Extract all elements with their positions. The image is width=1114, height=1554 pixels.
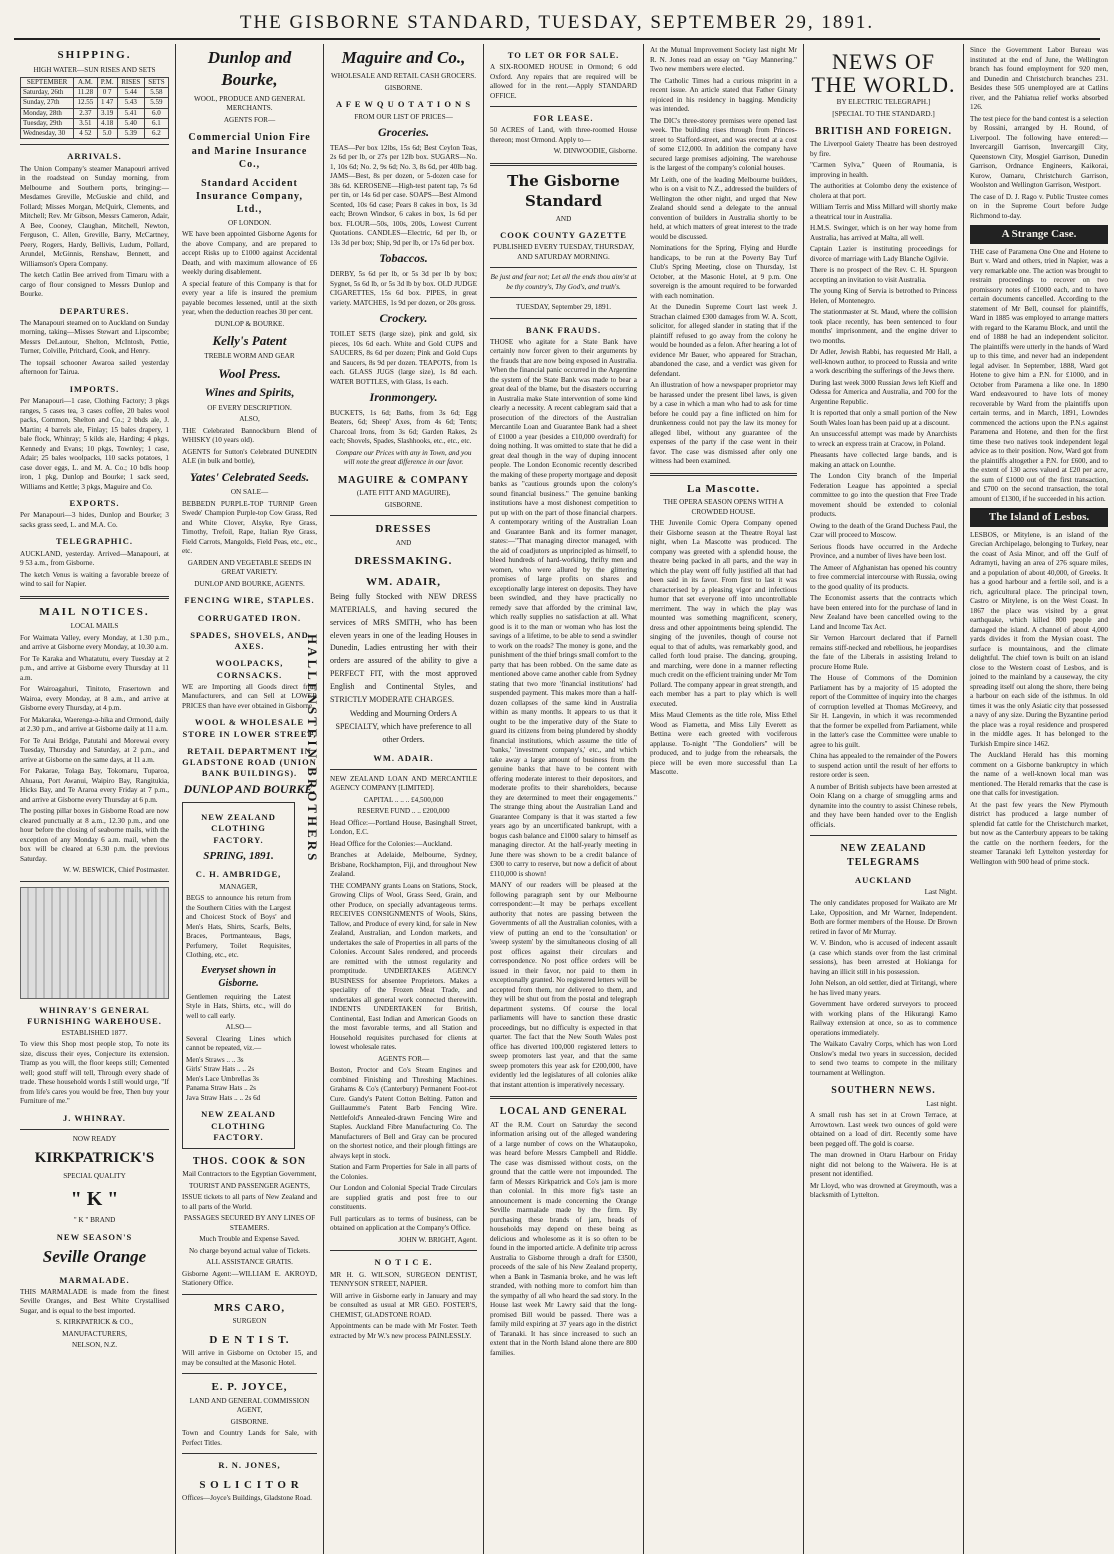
mail-item: For Waimata Valley, every Monday, at 1.30 p.m., and arrive at Gisborne every Monday, at 10.30 a.m. — [20, 633, 169, 652]
strange-case-heading: A Strange Case. — [970, 225, 1108, 244]
news-item: The Ameer of Afghanistan has opened his country to free commercial intercourse with Russia, owing to the good quality of its products. — [810, 563, 957, 591]
news-item: Serious floods have occurred in the Ardeche Province, and a number of lives have been lost. — [810, 542, 957, 561]
news-item: A number of British subjects have been arrested at Ooin Klang on a charge of smuggling arms and dynamite into the country to assist Chinese rebels, and they have been handed over to the English officials. — [810, 782, 957, 829]
imports-text: Per Manapouri—1 case, Clothing Factory; 3 pkgs ranges, 5 cases tea, 3 cases coffee, 20 bales wool packs, Common, Shelton and Co.; 2 bhds ale, J. Martin; 4 barrels ale, Finlay; 15 bales drapery, 1 bale flock, Whinray; 5 kilds ale, Harding; 4 pkgs, Kennedy and Evans; 10 pkgs, Townley; 1 case, Adair; 25 bales woolpacks, 110 sacks potatoes, 1 case dover eggs, L. and M. A. Co.; 10 bdls hoop iron, 1 pkg, Dunlop and Bourke; 1 sack seed, Williams and Kettle; 3 pkgs, Maguire and Co. — [20, 397, 169, 491]
tide-cell: 12.55 — [74, 98, 97, 108]
tide-cell: 5.59 — [144, 98, 168, 108]
cook-charge: No charge beyond actual value of Tickets. — [188, 1246, 311, 1255]
news-item: An unsuccessful attempt was made by Anarchists to wreck an express train at Cracow, in Poland. — [810, 430, 957, 448]
adair-heading: WM. ADAIR, — [365, 575, 442, 588]
issue-date: TUESDAY, September 29, 1891. — [515, 303, 612, 312]
cook-sub: Mail Contractors to the Egyptian Government, — [182, 1170, 317, 1179]
tide-cell: Saturday, 26th — [21, 88, 74, 98]
also-2: ALSO— — [225, 1023, 252, 1032]
whinray-signature: J. WHINRAY. — [63, 1112, 126, 1123]
cook-agent: Gisborne Agent:—WILLIAM E. AKROYD, Stationery Office. — [182, 1269, 317, 1288]
cook-county-gazette: COOK COUNTY GAZETTE — [500, 230, 627, 241]
tide-column-header: SEPTEMBER — [21, 78, 74, 88]
news-item: The Economist asserts that the contracts which have been entered into for the purchase of land in New Zealand have been cancelled owing to the Land and Income Tax Act. — [810, 594, 957, 631]
news-item: Captain Lazier is instituting proceedings for divorce of marriage with Lady Blanche Ogilvie. — [810, 245, 957, 263]
newspaper-text: An illustration of how a newspaper proprietor may be harassed under the present libel laws, is given by a case in which a man who had to ask for time before he could pay a fine inflicted on him for drunkenness could not pay the law its money for alleged libel, without any guarantee of the expenses of the party if the case went in their favor. The case was dismissed after only one witness had been examined. — [650, 381, 797, 465]
hallenstein-banner: HALLENSTEIN BROTHERS — [305, 634, 320, 864]
fencing-wire: FENCING WIRE, STAPLES. — [184, 595, 315, 606]
news-item: Sir Vernon Harcourt declared that if Parnell remains stiff-necked and rebellious, he jeopardises the fate of the Liberals in assisting Ireland to procure Home Rule. — [810, 634, 957, 671]
few-quotations: A F E W Q U O T A T I O N S — [335, 99, 472, 110]
dresses-heading: DRESSES — [375, 523, 432, 536]
kirkpatrick-location: NELSON, N.Z. — [71, 1341, 118, 1350]
dunlop-agents: DUNLOP & BOURKE. — [214, 319, 285, 328]
local-general-text: AT the R.M. Court on Saturday the second information arising out of the alleged wandering of a large number of cows on the Whataupoko, was heard before Messrs Campbell and Riddle. The case was dismissed without costs, on the ground that the cattle were not impounded. The farm of Messrs Kirkpatrick and Co's jam is more than colonial. In this more fig's taste an announcement is made concerning the Orange Seville marmalade made by the firm. By purchasing these brands of jam, heads of households may depend on these being as delicious and wholesome as it is so often to be found in the imported article. A definite trip across Australia to Gisborne through a draft for £3500, proceeds of the sale of his New Zealand property, when a Bank in Tasmania broke, and he was left stranded, with nothing more to comfort him than the sympathy of all who heard the sad story. In the House last week Mr Lawry said that the long-promised Bill would be passed. There was a family mild expiring at 37 years ago in the district of Taranaki. It has since increased to such an extent that in the North Island alone there are 800 families. — [490, 1120, 637, 1357]
wilson-text: Will arrive in Gisborne early in January and may be consulted as usual at MR GEO. FOSTER'S, CHEMIST, GLADSTONE ROAD. — [330, 1291, 477, 1319]
tide-row — [21, 88, 169, 98]
column-2 — [176, 44, 324, 1554]
kellys-patent: Kelly's Patent — [212, 333, 287, 348]
column-1 — [14, 44, 176, 1554]
news-item: During last week 3000 Russian Jews left Kieff and Odessa for America and Australia, and 700 for the Argentine Republic. — [810, 378, 957, 406]
news-item: William Terris and Miss Millard will shortly make a theatrical tour in Australia. — [810, 203, 957, 221]
spades-shovels: SPADES, SHOVELS, AND AXES. — [190, 629, 309, 652]
arrivals-text: The Union Company's steamer Manapouri arrived in the roadstead on Sunday morning, from Melbourne and Southern ports, bringing:—Mesdames Greville, McGuskie and child, and Follard; Misses Morgan, McQuirk, Clements, and Mitchell; Rev. Mr Gibson, Messrs Cameron, Adair, A Bee, Cooney, Claughan, Mitchell, Newton, Ferguson, C. Allen, Greville, Barry, McCartney, Peery, Rogers, Hardy, Bellivis, Ludum, Pollard, Arundel, McGinnis, Renshaw, Bennett, and Williamson's Opera Company. — [20, 164, 169, 268]
capital: CAPITAL .. .. .. £4,500,000 — [363, 795, 444, 804]
tide-cell: 1 47 — [97, 98, 117, 108]
labor-bureau-text: Since the Government Labor Bureau was instituted at the end of June, the Wellington branch has found employment for 920 men, and Dunedin and Christchurch branches 231. Besides these 505 unemployed are at Catlins river, and the Pahiatua relief works absorbed 126. — [970, 46, 1108, 111]
southern-last-night: Last night. — [926, 1099, 957, 1108]
imports-heading: IMPORTS. — [69, 383, 120, 394]
electric-telegraph: BY ELECTRIC TELEGRAPH.] — [836, 98, 931, 107]
news-item: There is no prospect of the Rev. C. H. Spurgeon accepting an invitation to visit Australia. — [810, 266, 957, 284]
catholic-text: The Catholic Times had a curious misprint in a recent issue. An article stated that Father Ginaty rejoiced in his residency in bagging. Mendicity was intended. — [650, 76, 797, 113]
company-text: THE COMPANY grants Loans on Stations, Stock, Growing Clips of Wool, Grass Seed, Grain, and other Produce, on specially advantageous terms. RECEIVES CONSIGNMENTS of Wools, Skins, Tallow, and Produce of every kind, for sale in New Zealand, Australian, and London markets, and undertakes the sale of Properties in all parts of the Colonies. Account Sales rendered, and proceeds are remitted with the utmost regularity and promptitude. UNDERTAKES AGENCY BUSINESS for absentee Proprietors. Makes a speciality of the Frozen Meat Trade, and undertakes all general work connected therewith. INDENTS UNDERTAKEN for British, Continental, East Indian and American Goods on the most favorable terms, and all Station and Household requisites purchased for clients at lowest wholesale rates. — [330, 881, 477, 1052]
caro-surgeon: SURGEON — [232, 1317, 267, 1326]
seeds-list: BEBBEDN PURPLE-TOP TURNIP Green Swede' Champion Purple-top Cow Grass, Red and White Clover, Alsyke, Rye Grass, Timothy, Trefoil, Rape, Italian Rye Grass, Field Carrots, Mangolds, Field Peas, etc., etc., etc. — [182, 499, 317, 556]
paper-title: The Gisborne Standard — [507, 171, 620, 210]
tobaccos-heading: Tobaccos. — [379, 251, 428, 266]
caro-heading: MRS CARO, — [213, 1301, 286, 1314]
dunedin-text: At the Dunedin Supreme Court last week J. Strachan claimed £300 damages from W. A. Scott, solicitor, for alleged slander in stating that if the plaintiff refused to go away from the colony he would be hounded as a felon. After hearing a lot of evidence Mr Bauer, who appeared for Strachan, abandoned the case, and a verdict was given for defendant. — [650, 303, 797, 378]
caro-dentist: D E N T I S T. — [209, 1333, 290, 1346]
telegraphic-text: AUCKLAND, yesterday. Arrived—Manapouri, at 9 53 a.m., from Gisborne. — [20, 549, 169, 568]
warehouse-illustration — [20, 887, 169, 999]
published-text: PUBLISHED EVERY TUESDAY, THURSDAY, AND SATURDAY MORNING. — [492, 243, 635, 261]
dic-text: The DIC's three-storey premises were opened last week. The building rises through from Princes-street to Stafford-street, and was erected at a cost of some £12,000. In addition the company have secured large premises adjoining. The warehouse is the largest of the company's colonial houses. — [650, 116, 797, 172]
tide-cell: Wednesday, 30 — [21, 129, 74, 139]
auckland-item: W. V. Bindon, who is accused of indecent assault (a case which stands over from the last criminal sessions), has been arrested at Hokianga for having an illicit still in his possession. — [810, 939, 957, 976]
cook-trouble: Much Trouble and Expense Saved. — [199, 1235, 300, 1244]
circulars-text: Our London and Colonial Special Trade Circulars are supplied gratis and post free to our constituents. — [330, 1184, 477, 1212]
auckland-item: John Nelson, an old settler, died at Tiritangi, where he has lived many years. — [810, 979, 957, 997]
kirkpatrick-manufacturers: MANUFACTURERS, — [62, 1329, 127, 1338]
groceries-heading: Groceries. — [378, 125, 429, 140]
nz-telegrams-heading: NEW ZEALAND TELEGRAMS — [840, 843, 927, 868]
strange-case-text: THE case of Paramena One One and Hotene to Burt v. Ward and others, tried in Napier, was a very remarkable one. The action was brought to restrain proceedings to recover on two promissory notes of £1000 each, and to have certain documents cancelled. According to the statement of Mr Bell, counsel for plaintiffs, Ward in 1885 was employed to arrange matters with regard to the Karamu Block, and until the end of 1888 he had an independent solicitor. The plaintiffs were utterly in the hands of Ward up to this time, and never had an independent legal adviser. In September, 1888, Ward got Hotene to give him a P.N. for £1000, and in October from Paramena a like one. In 1890 Ward endeavoured to have lots of money recoverable by Ward from the plaintiffs upon certain terms, and in March, 1891, Lowndes commenced the actions upon the P.N.s against Paramena and Hotene, and then for the first time these two natives took independent legal advice as to their position. Now, Ward got from the plaintiffs altogether a P.N. for £600, and to the extent of 130 acres valued at £20 per acre, the sum of £1000 out of the first transaction, and £700 on the second transaction, the total amount of £1300, if he succeeded in his action. — [970, 247, 1108, 503]
motto: Be just and fear not; Let all the ends thou aim'st at be thy country's, Thy God's, and truth's. — [490, 273, 637, 291]
dunlop-signature: DUNLOP AND BOURKE. — [183, 782, 316, 797]
column-3 — [324, 44, 484, 1554]
news-item: It is reported that only a small portion of the New South Wales loan has been paid up at a discount. — [810, 409, 957, 427]
tide-cell: 5.41 — [117, 108, 144, 118]
departures-text: The Manapouri steamed on to Auckland on Sunday morning, taking—Misses Stewart and Lipscombe; Messrs DeLautour, Shelton, McIntosh, Pettie, Turner, Colville, Pritchard, Cook, and Henry. — [20, 318, 169, 356]
british-foreign-heading: BRITISH AND FOREIGN. — [815, 126, 952, 138]
treble-worm: TREBLE WORM AND GEAR — [204, 352, 295, 361]
kirkpatrick-brand: " K " BRAND — [73, 1216, 116, 1225]
commercial-union: Commercial Union Fire and Marine Insurance Co., — [188, 132, 311, 170]
masthead: THE GISBORNE STANDARD, TUESDAY, SEPTEMBER 29, 1891. — [14, 6, 1100, 40]
maguire-sub: WHOLESALE AND RETAIL CASH GROCERS. — [330, 72, 477, 81]
dressmaking-heading: DRESSMAKING. — [354, 555, 453, 568]
tolet-heading: TO LET OR FOR SALE. — [507, 50, 620, 60]
tobaccos-text: DERBY, 5s 6d per lb, or 5s 3d per lb by box; Sygnet, 5s 6d lb, or 5s 3d lb by box. OLD JUDGE CIGARETTES, 15s 6d box. PIPES, in great variety. MATCHES, 1s 9d per dozen, or 20s gross. — [330, 270, 477, 307]
maguire-gisborne: GISBORNE. — [384, 83, 423, 92]
of-london: OF LONDON. — [227, 218, 272, 227]
jones-offices: Offices—Joyce's Buildings, Gladstone Road. — [182, 1494, 312, 1503]
adair-signature: WM. ADAIR. — [373, 752, 434, 763]
dunlop-sub: WOOL, PRODUCE AND GENERAL MERCHANTS. — [193, 94, 305, 113]
standard-accident: Standard Accident Insurance Company, Ltd., — [196, 177, 303, 216]
wilson-heading: MR H. G. WILSON, SURGEON DENTIST, TENNYSON STREET, NAPIER. — [330, 1270, 477, 1289]
gentlemen-text: Gentlemen requiring the Latest Style in Hats, Shirts, etc., will do well to call early. — [186, 992, 291, 1020]
tide-cell: 6.1 — [144, 118, 168, 128]
nz-clothing-factory-2: NEW ZEALAND CLOTHING FACTORY. — [201, 1109, 276, 1142]
auckland-heading: AUCKLAND — [854, 874, 913, 885]
column-4 — [484, 44, 644, 1554]
bank-frauds-text: THOSE who agitate for a State Bank have certainly now forcer given to their arguments by the frauds that are now being exposed in Australia. When the financial panic occurred in the Argentine the system of the State Bank was made to bear a great deal of the blame, but the disasters occurring in Australia make State intervention of some kind clearly a necessity. A recent cablegram said that a prosecution of the directors of the Australian Mercantile Loan and Guarantee Bank had a sheet of £1000 a year (besides a £10,000 overdraft) for doing nothing. It was omitted to state that he did a great deal though in the way of duping innocent people. The London Economic recently described the making of these property mortgage and deposit banks as "cautious grounds upon the colony's sound financial business." The genuine banking institutions have a most dishonest competition to put up with on the part of those financial charpers. A contemporary writing of the Australian Loan and Guarantee Bank and its former manager, states:—"That managing director managed, with the aid of coadjutors as unprincipled as himself, to bleed hundreds of hard-working, thrifty men and women, who were allured by the glittering promises of large profits on shares and exceptionally large interest on deposits. They have been swindled, and they have practically no remedy save that afforded by the criminal law, which really supplies no satisfaction at all. What good is it to the man or woman who has lost the savings of a lifetime, to be able to send a swindler to work on the roads? The money is gone, and the punishment of the thief brings small comfort to the party that has been robbed. On the same date as mentioned above came another cable from Sydney stating that two more 'financial institutions' had suspended payment. This makes more than a half-dozen collapses of the same kind in Australia within as many months. It appears to us that it ought to be the imperative duty of the State to guard its citizens from being plundered by shoddy financial institutions, which assume the title of 'banks,' 'investment company's,' etc., and which take away a large amount of business from the genuine banks that have to be content with offering moderate interest to their depositors, and moderate profits to their shareholders, because they are determined to meet their engagements." The strange thing about the Australian Land and Guarantee Company is that it was started a few years ago by an uncertificated bankrupt, with a bogus cash balance and £1000 salary to himself as managing director. At the half-yearly meeting in June there was shown to be a credit balance of £300 to carry to reserve, but now a deficit of about £110,000 is shown! — [490, 337, 637, 878]
tide-cell: Tuesday, 29th — [21, 118, 74, 128]
assembly-text: At the Mutual Improvement Society last night Mr R. N. Jones read an essay on "Gay Mannering." Two new members were elected. — [650, 46, 797, 73]
maguire-gisborne-2: GISBORNE. — [384, 500, 423, 509]
whinray-heading: WHINRAY'S GENERAL FURNISHING WAREHOUSE. — [27, 1004, 162, 1026]
dinwoodie-signature: W. DINWOODIE, Gisborne. — [553, 147, 637, 156]
news-item: The London City branch of the Imperial Federation League has appointed a special committee to go into the question that Free Trade movement should be extended to colonial products. — [810, 472, 957, 519]
spring-1891: SPRING, 1891. — [203, 849, 274, 862]
joyce-heading: E. P. JOYCE, — [211, 1381, 288, 1394]
mail-item: For Pakarae, Tolaga Bay, Tokomaru, Tuparoa, Ahuaua, Port Awanui, Waipiro Bay, Rangitukia, Hicks Bay, and Te Araroa every Friday at 7 p.m., and arrive at Gisborne every Thursday at 6 p.m. — [20, 767, 169, 804]
tide-cell: 4 52 — [74, 129, 97, 139]
southern-news-heading: SOUTHERN NEWS. — [831, 1085, 936, 1097]
crockery-text: TOILET SETS (large size), pink and gold, six pieces, 10s 6d each. White and Gold CUPS and SAUCERS, 8s 6d per dozen; Pink and Gold Cups and Saucers, 8s 9d per dozen. TEAPOTS, from 1s each. GLASS JUGS (large size), 1s 8d each. WATER BOTTLES, with Glass, 1s each. — [330, 330, 477, 386]
dunlop-heading: Dunlop and Bourke, — [207, 48, 292, 90]
tide-cell: 6.0 — [144, 108, 168, 118]
clearing-line-item: Panama Straw Hats .. 2s — [186, 1084, 256, 1093]
nominations-text: Nominations for the Spring, Flying and Hurdle handicaps, to be run at the Poverty Bay Turf Club's Spring Meeting, close on Thursday, 1st October, at the Masonic Hotel, at 9 p.m. One sovereign is the amount required to be forwarded with each nomination. — [650, 244, 797, 300]
tide-row — [21, 98, 169, 108]
mail-item: The posting pillar boxes in Gisborne Road are now cleared punctually at 8 a.m., 12.30 p.m., and one hour before the closing of seaborne mails, with the exception of any Monday 6 a.m. mail, when the box will be cleared at 6.30 p.m. the previous Saturday. — [20, 807, 169, 863]
tide-table — [20, 77, 169, 139]
mascotte-text: THE Juvenile Comic Opera Company opened their Gisborne season at the Theatre Royal last night, when La Mascotte was produced. The company was greeted with a splendid house, the theatre being packed in all parts, and the way in which the play went off fully justified all that had been said in its favor. From first to last it was characterised by a pleasing vigor and infectious humor that set everyone off into uncontrollable merriment. The way in which the play was mounted was something magnificent, scenery, dress and other appointments being splendid. The singing of the juveniles, though of course not equal to that of adults, was remarkably good, and called forth loud praise. The dancing, grouping, and marching, were done in a manner reflecting much credit on the efficient training under Mr Tom Pollard. The company appear in great strength, and each member has a part to play which is well executed. — [650, 519, 797, 708]
herald-text: The Auckland Herald has this morning comment on a Gisborne bankruptcy in which the name of a well-known local man was mentioned. The Herald remarks that the case is one that calls for investigation. — [970, 751, 1108, 798]
auckland-item: The only candidates proposed for Waikato are Mr Lake, Opposition, and Mr Warner, Independent. Both are former members of the House. Dr Brown retired in favor of Mr Murray. — [810, 899, 957, 936]
exports-heading: EXPORTS. — [69, 498, 120, 509]
kirkpatrick-seville: Seville Orange — [42, 1247, 147, 1267]
joyce-sub: LAND AND GENERAL COMMISSION AGENT, — [189, 1396, 310, 1415]
cook-heading: THOS. COOK & SON — [192, 1156, 307, 1168]
reserve-fund: RESERVE FUND .. .. £200,000 — [357, 807, 450, 816]
wines-spirits: Wines and Spirits, — [204, 384, 295, 399]
dunlop-agents-2: DUNLOP AND BOURKE, AGENTS. — [194, 579, 305, 588]
tide-cell: 2.37 — [74, 108, 97, 118]
agents-for-2: AGENTS FOR— — [377, 1054, 430, 1063]
news-item: H.M.S. Swinger, which is on her way home from Australia, has arrived at Malta, all well. — [810, 224, 957, 242]
auckland-item: Government have ordered surveyors to proceed with working plans of the Hikurangi Kamo Railway extension at once, so as to commence operations immediately. — [810, 1000, 957, 1037]
few-quotations-2: FROM OUR LIST OF PRICES— — [354, 112, 453, 121]
dunlop-text: WE have been appointed Gisborne Agents for the above Company, and are prepared to accept Risks up to £1000 against Accidental Death, and with maximum allowance of £6 weekly during disablement. — [182, 230, 317, 276]
agents-text: Boston, Proctor and Co's Steam Engines and combined Finishing and Threshing Machines. Grahams & Co's (Canterbury) Permanent Foot-rot Cure. Gandy's Patent Cotton Belting. Patton and Guillaumme's Patent Barb Fencing Wire. Nettlefold's Annealed-drawn Fencing Wire and Staples. Auckland Fibre Manufacturing Co. The Manufacturers of Bell and Gray can be procured on the shortest notice, and their plough fittings are always kept in stock. — [330, 1066, 477, 1160]
bright-signature: JOHN W. BRIGHT, Agent. — [398, 1235, 477, 1244]
crockery-heading: Crockery. — [379, 311, 428, 326]
news-item: The stationmaster at St. Maud, where the collision took place recently, has been sentenced to four months' imprisonment, and the engine driver to two months. — [810, 308, 957, 345]
mail-signature: W. W. BESWICK, Chief Postmaster. — [63, 866, 169, 875]
ironmongery-heading: Ironmongery. — [369, 390, 438, 405]
local-general-heading: LOCAL AND GENERAL — [499, 1106, 628, 1118]
tide-cell: 5.0 — [97, 129, 117, 139]
tide-column-header: P.M. — [97, 78, 117, 88]
tide-heading: HIGH WATER—SUN RISES AND SETS — [33, 65, 156, 74]
maguire-late: (LATE FITT AND MAGUIRE), — [356, 489, 451, 498]
mascotte-heading: La Mascotte. — [686, 482, 761, 495]
bank-frauds-heading: BANK FRAUDS. — [525, 324, 602, 335]
lease-heading: FOR LEASE. — [533, 113, 594, 124]
tide-cell: 5.39 — [117, 129, 144, 139]
everyset-shown: Everyset shown in Gisborne. — [200, 964, 276, 989]
special-standard: [SPECIAL TO THE STANDARD.] — [832, 109, 935, 118]
head-office: Head Office:—Portland House, Basinghall Street, London, E.C. — [330, 818, 477, 837]
mascotte-text-2: Miss Maud Clements as the title role, Miss Ethel Wood as Fiametta, and Miss Lily Everett as Bettina were each greeted with vociferous applause. To-night "The Gondoliers" will be produced, and to judge from the rehearsals, the piece will be even more successful than La Mascotte. — [650, 711, 797, 777]
ambridge-manager: MANAGER, — [219, 882, 258, 891]
also: ALSO, — [239, 415, 260, 424]
head-office-colonies: Head Office for the Colonies:—Auckland. — [330, 839, 453, 848]
now-ready: NOW READY — [72, 1135, 117, 1144]
tide-cell: 6.2 — [144, 129, 168, 139]
paper-and: AND — [555, 214, 572, 223]
tide-row — [21, 118, 169, 128]
tide-column-header: A.M. — [74, 78, 97, 88]
maguire-signature: MAGUIRE & COMPANY — [337, 474, 470, 486]
band-contest-text: The test piece for the band contest is a selection by Rossini, arranged by H. Round, of Liverpool. The following have entered:—Invercargill Garrison, Invercargill City, Queenstown City, Mosgiel Garrison, Dunedin Garrison, Ordnance Engineers, Kaikorai, Kurow, Oamaru, Christchurch Garrison, Woolston and Wellington Garrison, Westport. — [970, 114, 1108, 189]
kirkpatrick-heading: KIRKPATRICK'S — [34, 1149, 155, 1166]
mail-heading: MAIL NOTICES. — [39, 605, 150, 618]
kirkpatrick-text: THIS MARMALADE is made from the finest Seville Oranges, and Best White Crystallised Sugar, and is equal to the best imported. — [20, 1287, 169, 1315]
news-item: Dr Adler, Jewish Rabbi, has requested Mr Hall, a well-known author, to proceed to Russia and write a work describing the sufferings of the Jews there. — [810, 348, 957, 376]
telegraphic-text-2: The ketch Venus is waiting a favorable breeze of wind to sail for Napier. — [20, 570, 169, 589]
tide-cell: Monday, 28th — [21, 108, 74, 118]
woolpacks: WOOLPACKS, CORNSACKS. — [215, 658, 284, 680]
joyce-text: Town and Country Lands for Sale, with Perfect Titles. — [182, 1429, 317, 1447]
nz-loan-heading: NEW ZEALAND LOAN AND MERCANTILE AGENCY COMPANY [LIMITED]. — [330, 774, 477, 793]
southern-item: The man drowned in Otaru Harbour on Friday night did not belong to the Waiwera. He is at present not identified. — [810, 1151, 957, 1179]
clearing-line-item: Girls' Straw Hats .. .. 2s — [186, 1065, 255, 1074]
nz-clothing-factory: NEW ZEALAND CLOTHING FACTORY. — [201, 812, 276, 845]
caro-text: Will arrive in Gisborne on October 15, and may be consulted at the Masonic Hotel. — [182, 1349, 317, 1367]
clearing-line-item: Men's Lace Umbrellas 3s — [186, 1074, 259, 1083]
southern-item: Mr Lloyd, who was drowned at Greymouth, was a blacksmith of Lyttelton. — [810, 1181, 957, 1200]
tide-column-header: SETS — [144, 78, 168, 88]
clearing-list — [186, 1056, 291, 1104]
leith-text: Mr Leith, one of the leading Melbourne builders, who is on a visit to N.Z., addressed the builders of Wellington the other night, and urged that New Zealand should send a delegate to the annual convention of builders in Australia shortly to be held, at which matters of great interest to the trade would be discussed. — [650, 175, 797, 241]
lesbos-text: LESBOS, or Mitylene, is an island of the Grecian Archipelago, belonging to Turkey, near the coast of Asia Minor, and off the Gulf of Adramyti, having an area of 276 square miles, and a population of about 40,000, of Greeks. It has a good harbour and a fertile soil, and is a rich, agricultural place. The principal town, Castro or Mitylene, is on the West Coast. In 1867 the place was visited by a great earthquake, which killed 800 people and damaged the island. A channel of about 4,000 yards divides it from the Mysian coast. The surface is mountainous, and the climate delightful. The chief town is built on an island close to the Western coast of Lesbos, and is joined to the mainland by a causeway, the city spreading itself out along the shore, there being a harbour on each side of the isthmus. In old times it was the only Asiatic city that possessed a navy of any size. During the Byzantine period the place was a royal residence and prospered in the middle ages. It has belonged to the Turkish Empire since 1462. — [970, 530, 1108, 748]
clearing-line-item: Men's Straws .. .. 3s — [186, 1055, 244, 1064]
kirkpatrick-k: " K " — [70, 1187, 119, 1210]
ambridge-name: C. H. AMBRIDGE, — [195, 869, 282, 880]
every-description: OF EVERY DESCRIPTION. — [207, 403, 292, 412]
news-item: "Carmen Sylva," Queen of Roumania, is improving in health. — [810, 161, 957, 179]
kirkpatrick-signature: S. KIRKPATRICK & CO., — [55, 1318, 134, 1327]
kirkpatrick-marmalade: MARMALADE. — [59, 1274, 130, 1285]
column-7 — [964, 44, 1114, 1554]
mail-item: For Makaraka, Waerenga-a-hika and Ormond, daily at 2.30 p.m., and arrive at Gisborne daily at 11 a.m. — [20, 715, 169, 734]
tide-cell: 5.44 — [117, 88, 144, 98]
telegraphic-heading: TELEGRAPHIC. — [56, 536, 133, 547]
tide-cell: 4.18 — [97, 118, 117, 128]
adair-wedding: Wedding and Mourning Orders A SPECIALTY, which have preference to all other Orders. — [335, 709, 472, 744]
lesbos-heading: The Island of Lesbos. — [970, 508, 1108, 527]
compare-text: Compare our Prices with any in Town, and you will note the great difference in our favor. — [335, 448, 472, 467]
tide-cell: Sunday, 27th — [21, 98, 74, 108]
tide-cell: 5.43 — [117, 98, 144, 108]
news-item: The House of Commons of the Dominion Parliament has by a majority of 15 adopted the report of the Committee of inquiry into the charges of corruption levelled at Thomas McGreevy, and Sir H. Langevin, in which it was recommended that the former be expelled from Parliament, while in the latter's case the Committee were unable to agree to his guilt. — [810, 674, 957, 749]
news-item: The young King of Servia is betrothed to Princess Helen, of Montenegro. — [810, 287, 957, 305]
wool-store: WOOL & WHOLESALE STORE IN LOWER STREET, — [182, 717, 317, 739]
mascotte-sub: THE OPERA SEASON OPENS WITH A CROWDED HOUSE. — [663, 498, 784, 516]
ironmongery-text: BUCKETS, 1s 6d; Baths, from 3s 6d; Egg Beaters, 6d; Sheep' Axes, from 4s 6d; Tents; Charcoal Irons, from 3s 6d; Garden Rakes, 2s each; Shovels, Spades, Slashhooks, etc., etc., etc. — [330, 408, 477, 446]
notice-heading: N O T I C E. — [374, 1257, 433, 1268]
southern-item: A small rush has set in at Crown Terrace, at Arrowtown. Last week two ounces of gold were obtained on a load of dirt. Recently some have been pegged off. The gold is coarse. — [810, 1111, 957, 1148]
corrugated-iron: CORRUGATED IRON. — [197, 612, 302, 623]
adair-text: Being fully Stocked with NEW DRESS MATERIALS, and having secured the services of MRS SMITH, who has been eleven years in one of the leading Houses in Dunedin, Ladies entrusting her with their orders are assured of the ability to give a PERFECT FIT, with the most approved English and Continental Styles, and STRICTLY MODERATE CHARGES. — [330, 592, 477, 704]
kirkpatrick-sub: SPECIAL QUALITY — [63, 1172, 126, 1181]
column-6 — [804, 44, 964, 1554]
news-item: The authorities at Colombo deny the existence of cholera at that port. — [810, 182, 957, 200]
tide-row — [21, 108, 169, 118]
ambridge-text: BEGS to announce his return from the Southern Cities with the Largest and Choicest Stock of Boys' and Men's Hats, Shirts, Scarfs, Belts, Braces, Portmanteaus, Bags, Perfumery, Toilet Requisites, Clothing, etc., etc. — [186, 894, 291, 960]
exports-text: Per Manapouri—3 hides, Dunlop and Bourke; 3 sacks grass seed, L. and M.A. Co. — [20, 511, 169, 529]
cook-tourist: TOURIST AND PASSENGER AGENTS, — [189, 1181, 310, 1190]
import-text: WE are Importing all Goods direct from Manufacturers, and can Sell at LOWER PRICES than have ever obtained in Gisborne. — [182, 682, 317, 710]
joyce-gisborne: GISBORNE. — [230, 1417, 269, 1426]
departures-text-2: The topsail schooner Awaroa sailed yesterday afternoon for Tairua. — [20, 358, 169, 377]
retail-department: RETAIL DEPARTMENT IN GLADSTONE ROAD (UNION BANK BUILDINGS). — [182, 745, 317, 779]
columns — [14, 44, 1108, 1554]
jones-heading: R. N. JONES, — [218, 1460, 281, 1471]
yates-intro: AGENTS for Sutton's Celebrated DUNEDIN ALE (in bulk and bottle), — [182, 447, 317, 466]
appointments-text: Appointments can be made with Mr Foster. Teeth extracted by Mr W.'s new process PAINLESSLY. — [330, 1322, 477, 1340]
maguire-heading: Maguire and Co., — [341, 48, 466, 67]
tide-cell: 11.28 — [74, 88, 97, 98]
tide-cell: 0 7 — [97, 88, 117, 98]
tide-cell: 3.19 — [97, 108, 117, 118]
auckland-item: The Waikato Cavalry Corps, which has won Lord Onslow's medal two years in succession, decided to send two teams to compete in the military tournament at Wellington. — [810, 1040, 957, 1077]
mail-subheading: LOCAL MAILS — [70, 622, 119, 631]
bank-frauds-text-2: MANY of our readers will be pleased at the following paragraph sent by our Melbourne correspondent:—It may be perhaps excellent authority that notes are passing between the Governments of all the Australian colonies, with a view of putting an end to the 'consultation' or 'sweep system' by the simultaneous closing of all post offices against their circulars and correspondence. No post office orders will be issued in their favor, nor paid to them in exceptionally granted. No registered letters will be accepted from them, nor delivered to them, and they will be shut out from the postal and telegraph department systems. Of course the local parliaments will have to sanction these drastic proceedings, but no difficulty is expected in that quarter. The fact that the New South Wales post office has diverted 100,000 registered letters to sweep promoters last year, and that the same sweep promoters this year ask for £200,000, have evidently led the legislatures of all colonies alike that instant attention is imperatively necessary. — [490, 881, 637, 1089]
mail-item: For Te Arai Bridge, Patutahi and Morewai every Tuesday, Thursday and Saturday, at 2 p.m., and arrive at Gisborne on the same days, at 11 a.m. — [20, 736, 169, 764]
particulars-text: Full particulars as to terms of business, can be obtained on application at the Company's Office. — [330, 1214, 477, 1233]
arrivals-text-2: The ketch Catlin Bee arrived from Timaru with a cargo of flour consigned to Messrs Dunlop and Bourke. — [20, 271, 169, 299]
supreme-court-text: The case of D. J. Rago v. Public Trustee comes on in the Supreme Court before Judge Richmond to-day. — [970, 192, 1108, 220]
mail-item: For Wairoagahuri, Tinitoto, Frasertown and Wairoa, every Monday, at 8 a.m., and arrive at Gisborne every Thursday, at 4 p.m. — [20, 685, 169, 713]
arrivals-heading: ARRIVALS. — [67, 151, 122, 162]
tide-row — [21, 129, 169, 139]
dunlop-text-2: A special feature of this Company is that for every year a life is insured the premium payable becomes lessened, until at the sixth year, when the deduction reaches 30 per cent. — [182, 279, 317, 316]
clearing-lines: Several Clearing Lines which cannot be repeated, viz.— — [186, 1034, 291, 1053]
whisky-text: THE Celebrated Bannockburn Blend of WHISKY (10 years old). — [182, 426, 317, 445]
whinray-established: ESTABLISHED 1877. — [61, 1028, 128, 1037]
whinray-text: To view this Shop most people stop, To note its size, discuss their eyes, Conjecture its extension. Tramp as you will, the floor keeps still; Cemented well; good stuff will tell, Through every shade of trade. These household words I still would urge, "If from life's cares you would be free, Then buy your Furniture of me." — [20, 1040, 169, 1106]
auckland-last-night: Last Night. — [924, 887, 957, 896]
cook-text: ISSUE tickets to all parts of New Zealand and to all parts of the World. — [182, 1193, 317, 1211]
news-world-heading: NEWS OF THE WORLD. — [811, 49, 956, 98]
tide-cell: 3.51 — [74, 118, 97, 128]
cook-passages: PASSAGES SECURED BY ANY LINES OF STEAMERS. — [183, 1214, 316, 1232]
news-item: China has appealed to the remainder of the Powers to suspend action until the result of her efforts to restore order is seen. — [810, 752, 957, 780]
tide-cell: 5.58 — [144, 88, 168, 98]
yates-seeds: Yates' Celebrated Seeds. — [189, 469, 310, 484]
news-item: Pheasants have collected large bands, and is making an attack on Lounthe. — [810, 451, 957, 469]
tide-column-header: RISES — [117, 78, 144, 88]
branches: Branches at Adelaide, Melbourne, Sydney, Brisbane, Rockhampton, Fiji, and throughout New Zealand. — [330, 851, 477, 879]
groceries-text: TEAS—Per box 12lbs, 15s 6d; Best Ceylon Teas, 2s 6d per lb, or 27s per 12lb box. SUGARS—No. 1, 10s 6d; No. 2, 9s 6d; No. 3, 8s 6d, per 40lb bag. JAMS—Best, 8s per dozen, or 5-dozen case for 38s 6d. KEROSENE—High-test patent tap, 7s 6d per tin, or 14s 6d per case. SOAPS—Best Almond Scented, 10s 6d case; Pears 8 cakes in box, 1s 3d each; Brown Windsor, 6 cakes in box, 1s 6d per box. FLOUR—50s, 100s, 200s, Lowest Current Quotations. CANDLES—Electric, 6d per lb, or 13s 3d per box; Ship, 9d per lb, or 17s 6d per box. — [330, 143, 477, 247]
on-sale: ON SALE— — [230, 488, 269, 497]
tolet-text: A SIX-ROOMED HOUSE in Ormond; 6 odd Oxford. Any repairs that are required will be allowed for in the rent.—Apply STANDARD OFFICE. — [490, 63, 637, 100]
departures-heading: DEPARTURES. — [59, 305, 130, 316]
dresses-and: AND — [395, 538, 412, 547]
kirkpatrick-new: NEW SEASON'S — [56, 1231, 133, 1242]
news-item: Owing to the death of the Grand Duchess Paul, the Czar will proceed to Moscow. — [810, 521, 957, 540]
mail-item: For Te Karaka and Whatatutu, every Tuesday at 2 p.m., and arrive at Gisborne every Thursday at 11 a.m. — [20, 654, 169, 682]
jones-solicitor: S O L I C I T O R — [199, 1478, 300, 1491]
wool-press: Wool Press. — [218, 365, 281, 381]
garden-seeds: GARDEN AND VEGETABLE SEEDS IN GREAT VARIETY. — [187, 558, 312, 577]
shipping-heading: SHIPPING. — [57, 49, 132, 61]
column-5 — [644, 44, 804, 1554]
lease-text: 50 ACRES of Land, with three-roomed House thereon; most Ormond. Apply to— — [490, 126, 637, 144]
plymouth-text: At the past few years the New Plymouth district has produced a large number of splendid fat cattle for the Christchurch market, but now as the Canterbury appears to be taking the cattle on the northern feeders, for the steamer Taranaki left Lyttelton yesterday for Wellington with 900 head of prime stock. — [970, 800, 1108, 866]
agents-for: AGENTS FOR— — [223, 115, 276, 124]
station-text: Station and Farm Properties for Sale in all parts of the Colonies. — [330, 1163, 477, 1181]
news-item: The Liverpool Gaiety Theatre has been destroyed by fire. — [810, 140, 957, 158]
cook-gratis: ALL ASSISTANCE GRATIS. — [206, 1258, 293, 1267]
clearing-line-item: Java Straw Hats .. .. 2s 6d — [186, 1093, 261, 1102]
tide-cell: 5.40 — [117, 118, 144, 128]
